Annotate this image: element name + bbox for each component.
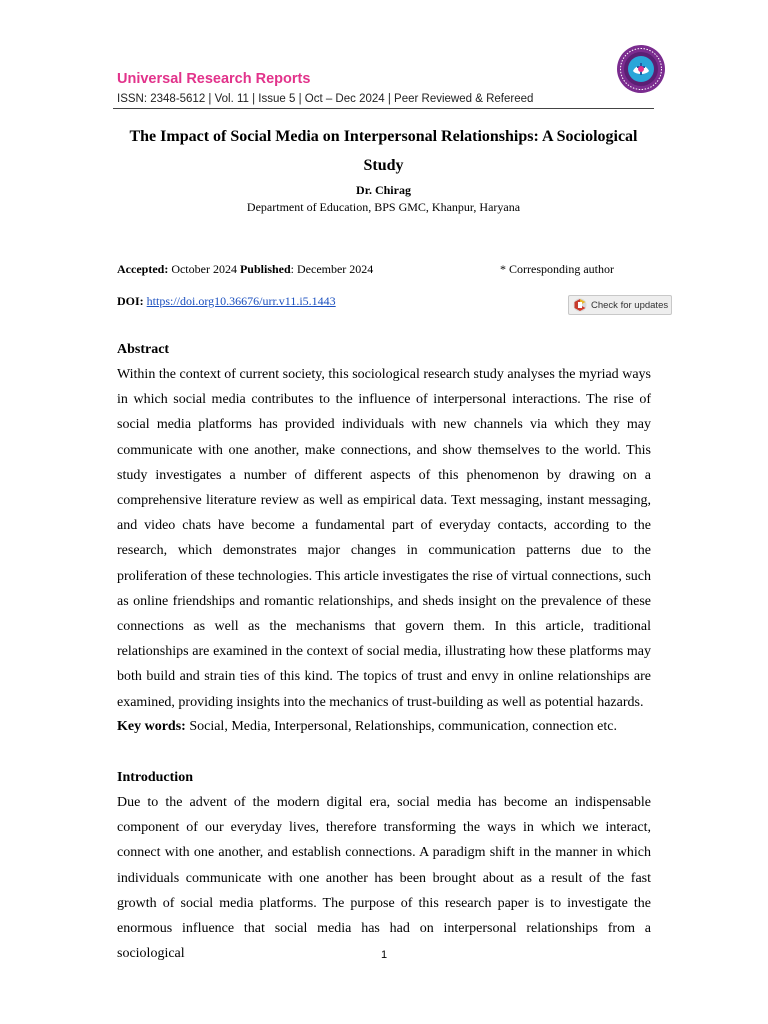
corresponding-author-note: * Corresponding author — [500, 262, 614, 276]
journal-header — [117, 70, 537, 107]
page-number: 1 — [380, 949, 388, 961]
accepted-label: Accepted: — [117, 262, 169, 276]
abstract-text: Within the context of current society, this sociological research study analyses the myriad ways in which social media contributes to the influence of interpersonal interactions. The rise of social media platforms has provided individuals with new channels via which they may communicate with one another, make connections, and show themselves to the world. This study investigates a number of different aspects of this phenomenon by drawing on a comprehensive literature review as well as empirical data. Text messaging, instant messaging, and video chats have become a fundamental part of everyday contacts, according to the research, which demonstrates major changes in communication patterns due to the proliferation of these technologies. This article investigates the rise of virtual connections, such as online friendships and romantic relationships, and sheds insight on the prevalence of these connections as well as the mechanisms that govern them. In this article, traditional relationships are examined in the context of social media, illustrating how these platforms may both build and strain ties of this kind. The topics of trust and envy in online relationships are examined, providing insights into the mechanics of trust-building as well as potential hazards. — [117, 367, 651, 710]
published-value: : December 2024 — [290, 262, 374, 276]
crossmark-icon — [573, 298, 587, 312]
journal-seal-logo — [616, 44, 666, 94]
check-for-updates-badge[interactable] — [568, 295, 672, 315]
author-name: Dr. Chirag — [356, 183, 411, 197]
keywords-label: Key words: — [117, 719, 186, 734]
doi-line — [117, 293, 336, 309]
published-label: Published — [239, 262, 291, 276]
accepted-value: October 2024 — [171, 262, 237, 276]
publication-dates — [117, 261, 373, 277]
author-affiliation: Department of Education, BPS GMC, Khanpur, Haryana — [246, 200, 521, 214]
keywords — [117, 714, 651, 739]
journal-meta: ISSN: 2348-5612 | Vol. 11 | Issue 5 | Oct – Dec 2024 | Peer Reviewed & Refereed — [117, 93, 534, 105]
doi-label: DOI: — [117, 294, 144, 308]
journal-name: Universal Research Reports — [117, 71, 311, 87]
header-rule — [113, 108, 654, 109]
article-title: The Impact of Social Media on Interpersonal Relationships: A Sociological Study — [129, 128, 638, 174]
introduction-heading: Introduction — [117, 770, 193, 785]
keywords-text: Social, Media, Interpersonal, Relationships, communication, connection etc. — [189, 719, 617, 734]
check-for-updates-label: Check for updates — [591, 299, 669, 311]
abstract-heading: Abstract — [117, 342, 170, 357]
introduction-text: Due to the advent of the modern digital era, social media has become an indispensable component of our everyday lives, therefore transforming the ways in which we interact, connect with one another, and establish connections. A paradigm shift in the manner in which individuals communicate with one another has been brought about as a result of the fast growth of social media platforms. The purpose of this research paper is to investigate the enormous influence that social media has had on interpersonal relationships from a sociological — [117, 795, 651, 962]
doi-link[interactable]: https://doi.org10.36676/urr.v11.i5.1443 — [146, 294, 336, 308]
